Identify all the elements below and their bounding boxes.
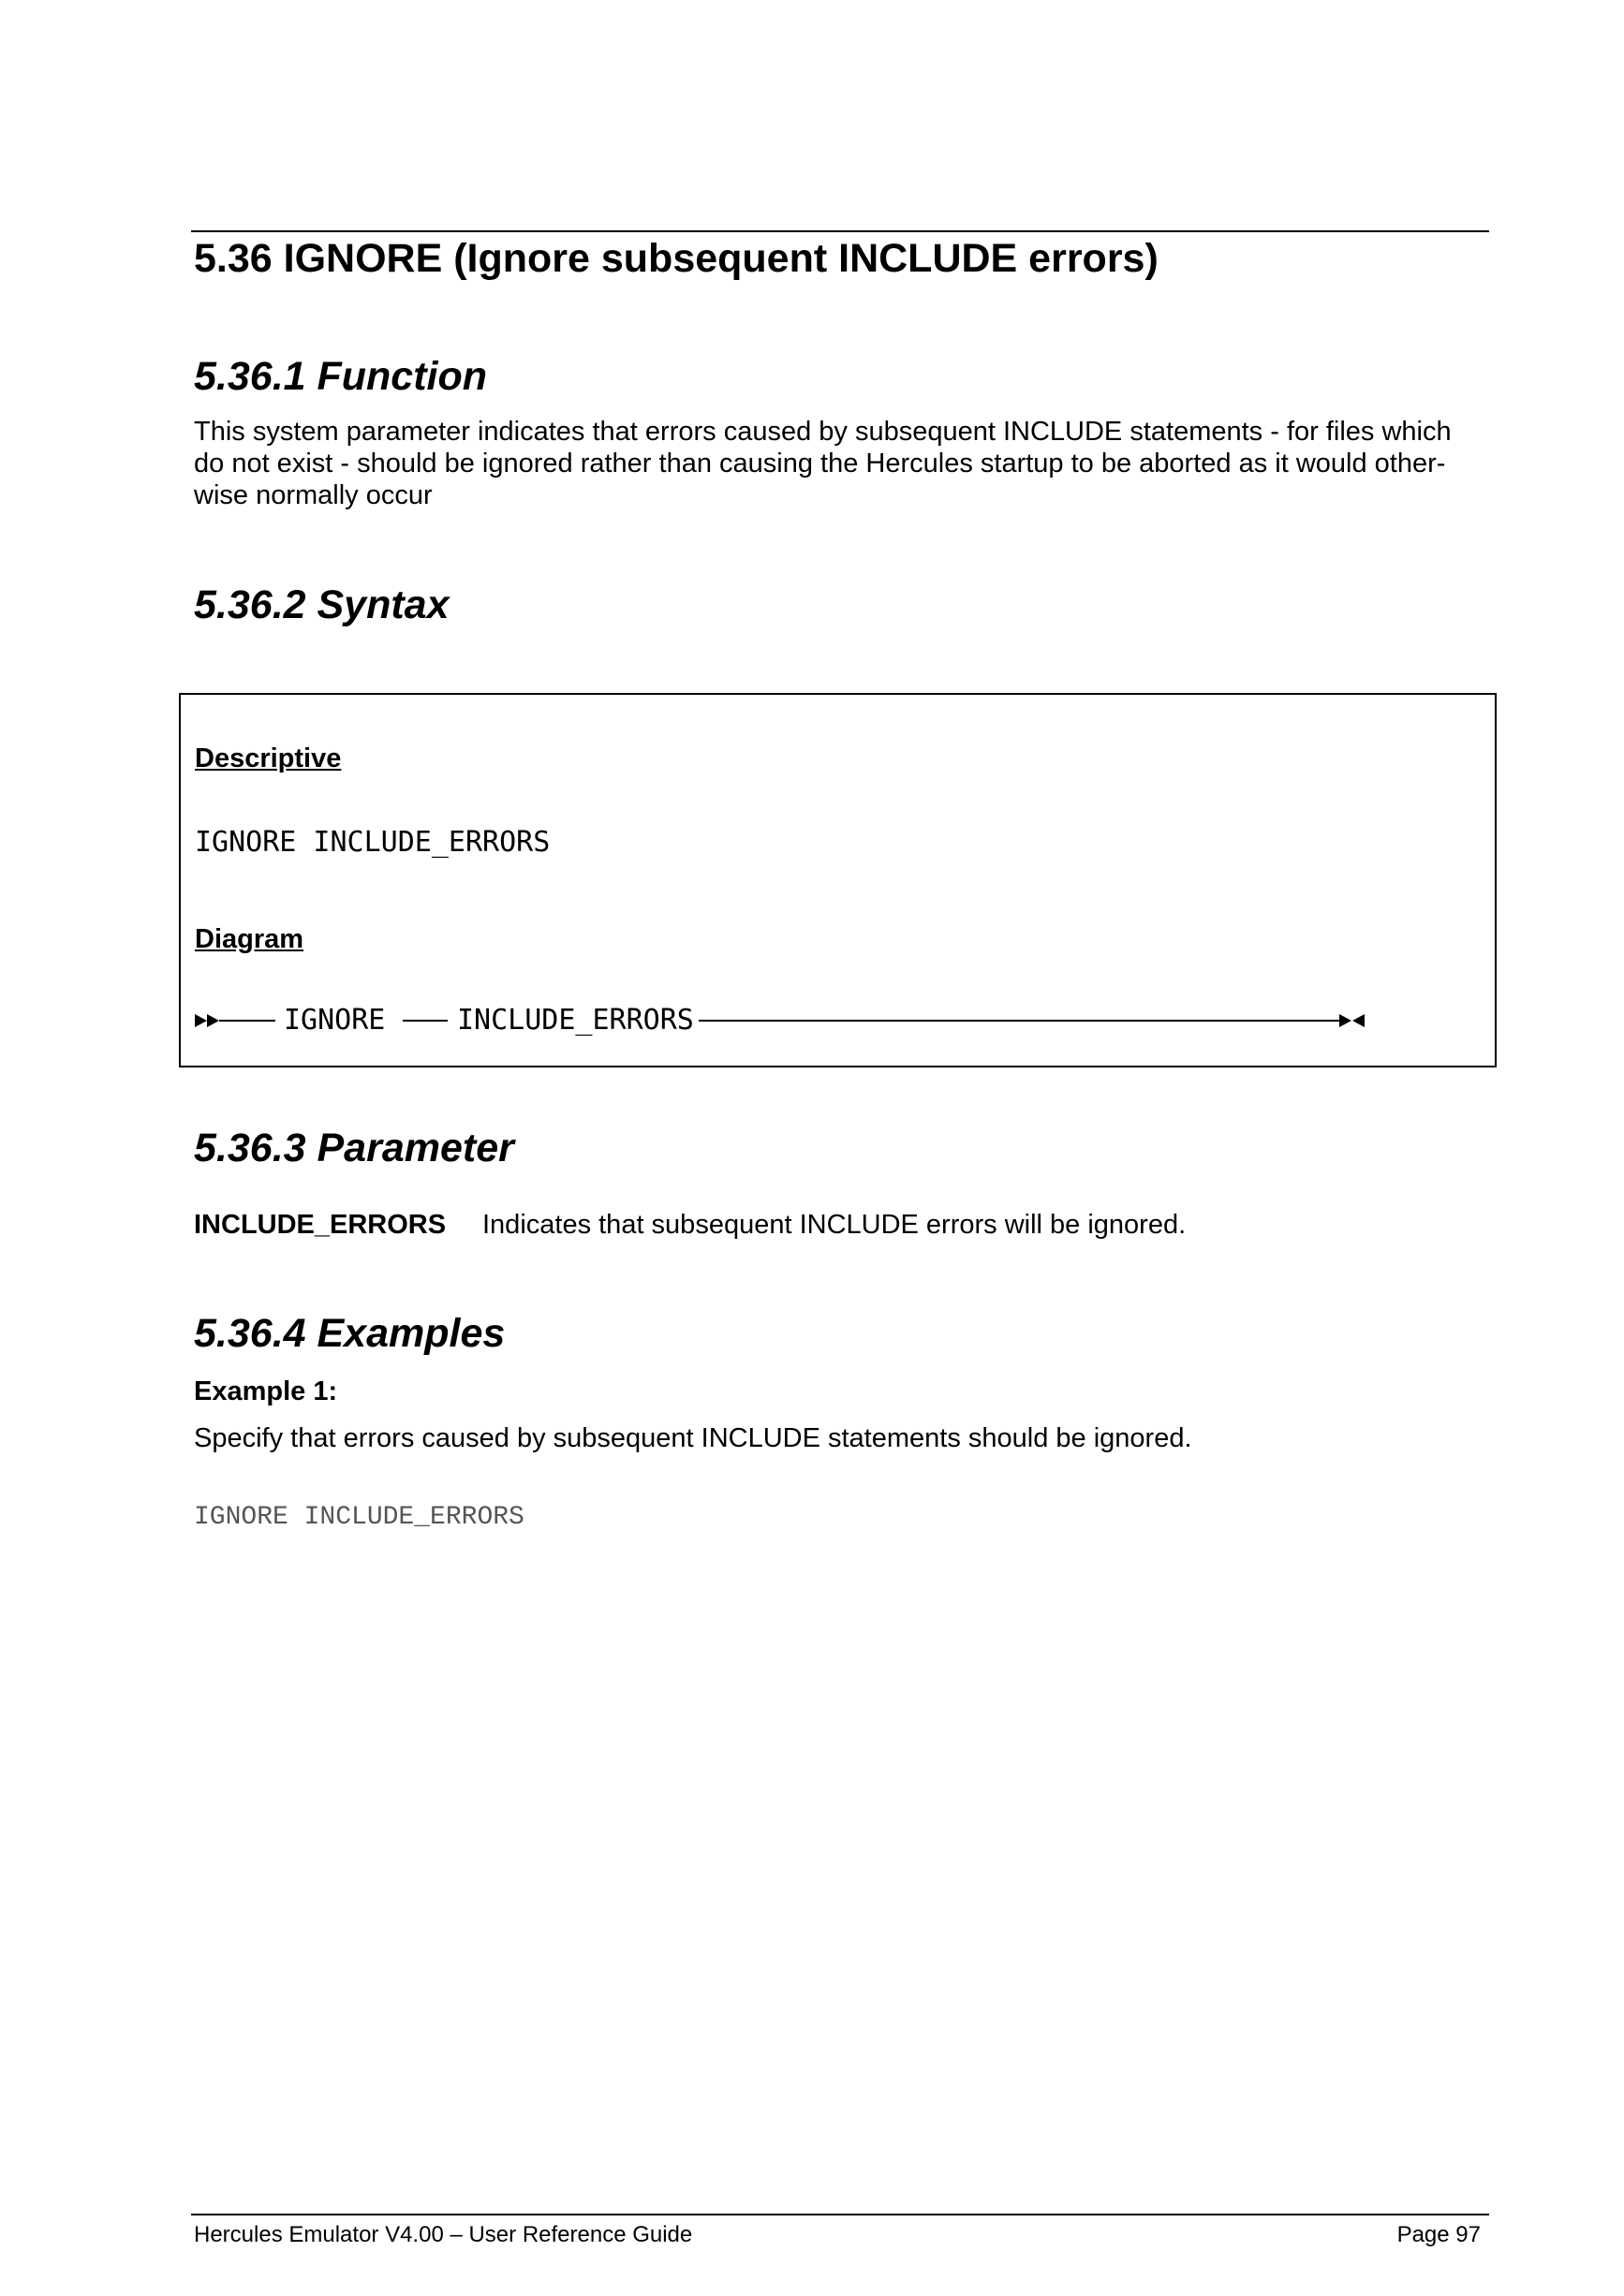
railroad-diagram — [195, 1000, 1394, 1041]
footer-title: Hercules Emulator V4.00 – User Reference Guide — [194, 2222, 693, 2247]
diagram-line-3 — [699, 1020, 1343, 1022]
function-text — [194, 416, 1452, 511]
diagram-label: Diagram — [195, 924, 304, 954]
function-line-2: do not exist - should be ignored rather than causing the Hercules startup to be aborted as it would other- — [194, 449, 1446, 478]
syntax-heading: 5.36.2 Syntax — [194, 582, 450, 627]
descriptive-code: IGNORE INCLUDE_ERRORS — [195, 826, 551, 859]
section-title: 5.36 IGNORE (Ignore subsequent INCLUDE errors) — [194, 236, 1159, 281]
diagram-end-arrows-icon — [1339, 1011, 1377, 1030]
descriptive-label: Descriptive — [195, 743, 342, 773]
example-1-label: Example 1: — [194, 1376, 338, 1406]
function-heading: 5.36.1 Function — [194, 354, 488, 399]
footer-rule — [191, 2214, 1489, 2215]
diagram-line-2 — [403, 1020, 448, 1022]
function-line-3: wise normally occur — [194, 480, 433, 510]
diagram-keyword-include-errors: INCLUDE_ERRORS — [457, 1004, 694, 1037]
diagram-line-1 — [219, 1020, 275, 1022]
parameter-description: Indicates that subsequent INCLUDE errors will be ignored. — [482, 1210, 1187, 1240]
function-line-1: This system parameter indicates that errors caused by subsequent INCLUDE statements - for files which — [194, 417, 1452, 447]
diagram-keyword-ignore: IGNORE — [284, 1004, 386, 1037]
parameter-heading: 5.36.3 Parameter — [194, 1126, 514, 1170]
section-top-rule — [191, 230, 1489, 232]
parameter-name: INCLUDE_ERRORS — [194, 1210, 447, 1240]
syntax-box — [179, 693, 1497, 1067]
example-1-text: Specify that errors caused by subsequent INCLUDE statements should be ignored. — [194, 1423, 1192, 1453]
examples-heading: 5.36.4 Examples — [194, 1311, 506, 1356]
footer-page-number: Page 97 — [1396, 2222, 1481, 2247]
example-1-code: IGNORE INCLUDE_ERRORS — [194, 1503, 524, 1532]
